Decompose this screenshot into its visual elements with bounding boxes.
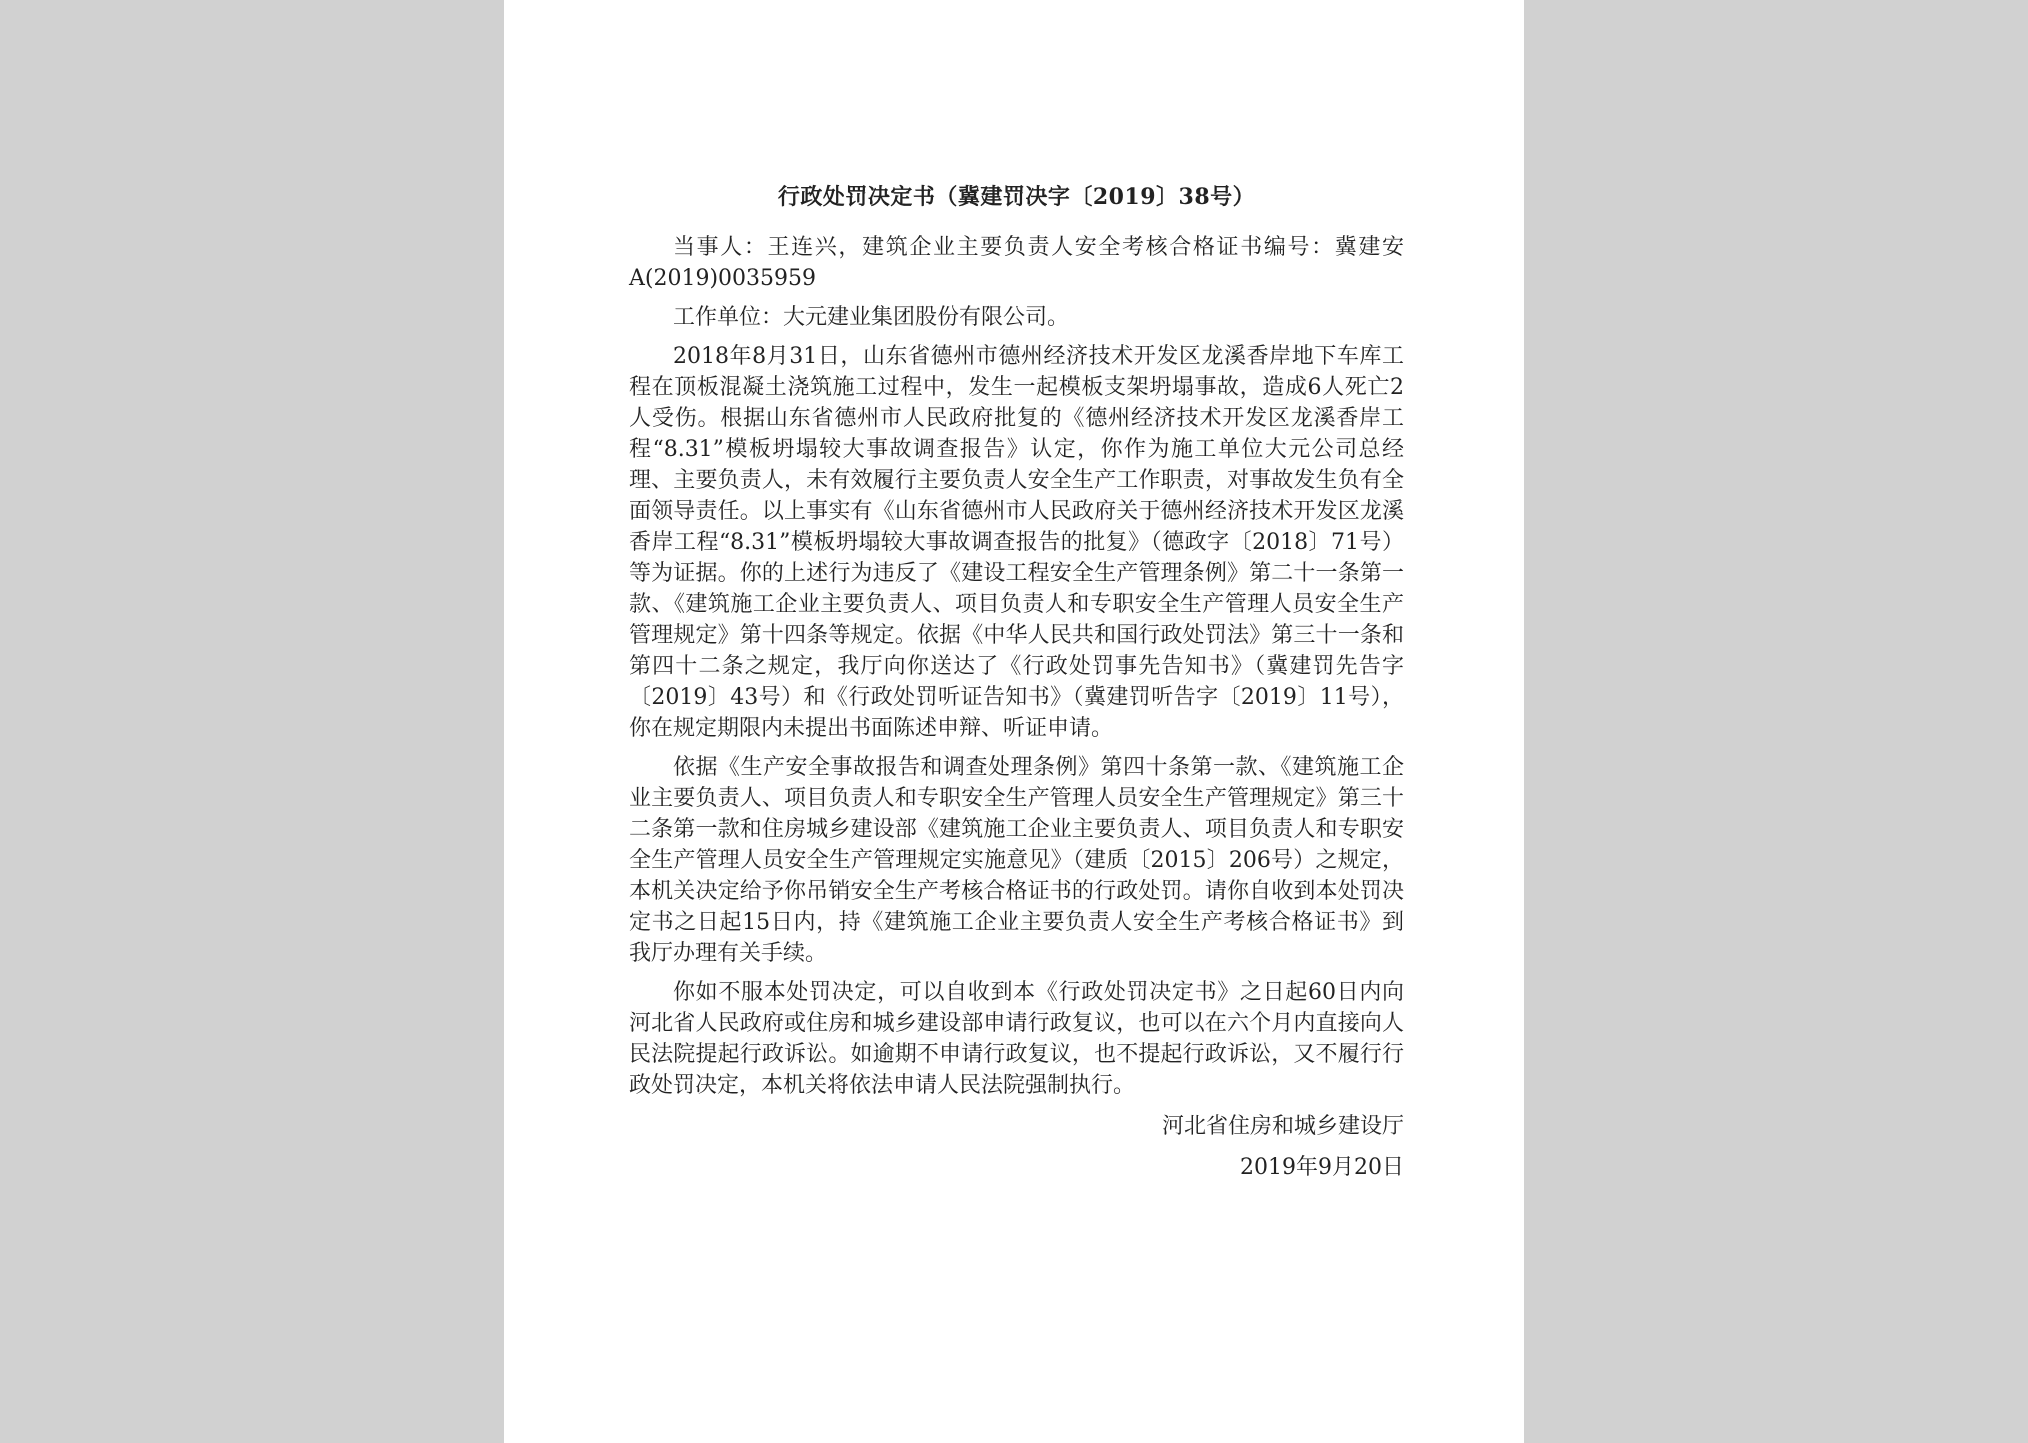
signature-date: 2019年9月20日 <box>1240 1155 1404 1180</box>
document-body <box>629 182 1404 1183</box>
decision-paragraph: 依据《生产安全事故报告和调查处理条例》第四十条第一款、《建筑施工企业主要负责人、项目负责人和专职安全生产管理人员安全生产管理规定》第三十二条第一款和住房城乡建设部《建筑施工企业主要负责人、项目负责人和专职安全生产管理人员安全生产管理规定实施意见》（建质〔2015〕206号）之规定，本机关决定给予你吊销安全生产考核合格证书的行政处罚。请你自收到本处罚决定书之日起15日内，持《建筑施工企业主要负责人安全生产考核合格证书》到我厅办理有关手续。 <box>629 755 1404 966</box>
facts-paragraph: 2018年8月31日，山东省德州市德州经济技术开发区龙溪香岸地下车库工程在顶板混凝土浇筑施工过程中，发生一起模板支架坍塌事故，造成6人死亡2人受伤。根据山东省德州市人民政府批复的《德州经济技术开发区龙溪香岸工程“8.31”模板坍塌较大事故调查报告》认定，你作为施工单位大元公司总经理、主要负责人，未有效履行主要负责人安全生产工作职责，对事故发生负有全面领导责任。以上事实有《山东省德州市人民政府关于德州经济技术开发区龙溪香岸工程“8.31”模板坍塌较大事故调查报告的批复》（德政字〔2018〕71号）等为证据。你的上述行为违反了《建设工程安全生产管理条例》第二十一条第一款、《建筑施工企业主要负责人、项目负责人和专职安全生产管理人员安全生产管理规定》第十四条等规定。依据《中华人民共和国行政处罚法》第三十一条和第四十二条之规定，我厅向你送达了《行政处罚事先告知书》（冀建罚先告字〔2019〕43号）和《行政处罚听证告知书》（冀建罚听告字〔2019〕11号），你在规定期限内未提出书面陈述申辩、听证申请。 <box>629 344 1404 741</box>
employer-paragraph: 工作单位：大元建业集团股份有限公司。 <box>673 305 1070 330</box>
signature-organization: 河北省住房和城乡建设厅 <box>1161 1114 1404 1139</box>
party-paragraph: 当事人：王连兴，建筑企业主要负责人安全考核合格证书编号：冀建安A(2019)0035959 <box>629 235 1404 291</box>
document-page <box>504 0 1524 1443</box>
appeal-paragraph: 你如不服本处罚决定，可以自收到本《行政处罚决定书》之日起60日内向河北省人民政府或住房和城乡建设部申请行政复议，也可以在六个月内直接向人民法院提起行政诉讼。如逾期不申请行政复议，也不提起行政诉讼，又不履行行政处罚决定，本机关将依法申请人民法院强制执行。 <box>629 980 1404 1098</box>
document-title: 行政处罚决定书（冀建罚决字〔2019〕38号） <box>777 184 1256 210</box>
